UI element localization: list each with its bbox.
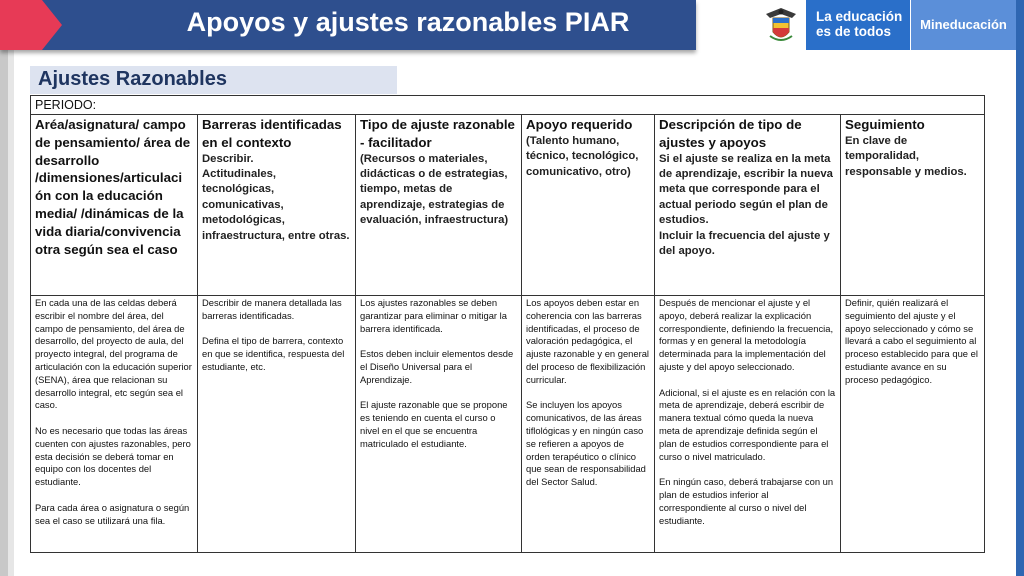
header-subtitle: Si el ajuste se realiza en la meta de aprendizaje, escribir la nueva meta que corresponde para el actual periodo según el plan de estudios. Incluir la frecuencia del ajuste y del apoyo. [659, 152, 833, 258]
left-decor-stripe-light [8, 0, 14, 576]
table-row [31, 296, 985, 553]
header-title: Aréa/asignatura/ campo de pensamiento/ área de desarrollo /dimensiones/articulaci ón con la educación media/ /dinámicas de la vida diaria/convivencia otra según sea el caso [35, 117, 191, 257]
header-title: Seguimiento [845, 117, 925, 132]
section-header [30, 66, 397, 94]
period-row [31, 96, 985, 115]
logo-line-1: La educación [816, 9, 903, 24]
coat-of-arms-icon [756, 0, 806, 50]
piar-table [30, 95, 985, 553]
table-header-row [31, 115, 985, 296]
body-cell-description: Después de mencionar el ajuste y el apoyo, deberá realizar la explicación correspondiente, definiendo la frecuencia, formas y en general la metodología determinada para la implementación del ajuste y del apoyo seleccionado. Adicional, si el ajuste es en relación con la meta de aprendizaje, deberá escribir de manera textual cómo queda la nueva meta de aprendizaje definida según el plan de estudios correspondiente para el curso o nivel matriculado. En ningún caso, deberá trabajarse con un plan de estudios inferior al correspondiente al curso o nivel del estudiante. [655, 296, 841, 553]
header-subtitle: Describir. Actitudinales, tecnológicas, comunicativas, metodológicas, infraestructura, entre otras. [202, 152, 350, 242]
body-cell-support: Los apoyos deben estar en coherencia con las barreras identificadas, el proceso de valoración pedagógica, el ajuste razonable y en general del proceso de flexibilización curricular. Se incluyen los apoyos comunicativos, de las áreas tiflológicas y en ningún caso se refieren a apoyos de orden terapéutico o clínico que sean de responsabilidad del Sector Salud. [522, 296, 655, 553]
header-cell-description [655, 115, 841, 296]
header-title: Tipo de ajuste razonable - facilitador [360, 117, 515, 150]
government-logo [756, 0, 910, 50]
header-subtitle: (Recursos o materiales, didácticas o de estrategias, tiempo, metas de aprendizaje, estrategias de evaluación, infraestructura) [360, 152, 509, 227]
header-cell-adjustment-type [356, 115, 522, 296]
header-cell-barriers [198, 115, 356, 296]
header-cell-followup [841, 115, 985, 296]
left-decor-stripe [0, 0, 8, 576]
header-cell-support [522, 115, 655, 296]
period-label: PERIODO: [31, 96, 985, 115]
header-subtitle: (Talento humano, técnico, tecnológico, comunicativo, otro) [526, 134, 639, 178]
body-cell-adjustment-type: Los ajustes razonables se deben garantizar para eliminar o mitigar la barrera identificada. Estos deben incluir elementos desde el Diseño Universal para el Aprendizaje. El ajuste razonable que se propone es teniendo en cuenta el curso o nivel en el que se encuentra matriculado el estudiante. [356, 296, 522, 553]
header-cell-area [31, 115, 198, 296]
right-decor-stripe [1016, 0, 1024, 576]
body-cell-followup: Definir, quién realizará el seguimiento del ajuste y el apoyo seleccionado y cómo se llevará a cabo el seguimiento al proceso establecido para que el estudiante avance en su proceso pedagógico. [841, 296, 985, 553]
section-title: Ajustes Razonables [38, 68, 227, 90]
body-cell-barriers: Describir de manera detallada las barreras identificadas. Defina el tipo de barrera, contexto en que se identifica, respuesta del estudiante, etc. [198, 296, 356, 553]
header-title: Descripción de tipo de ajustes y apoyos [659, 117, 802, 150]
body-cell-area: En cada una de las celdas deberá escribir el nombre del área, del campo de pensamiento, del área de desarrollo, del proyecto de aula, del proyecto integral, del programa de articulación con la educación superior (SENA), área que relacionan su desarrollo integral, etc según sea el caso. No es necesario que todas las áreas cuenten con ajustes razonables, pero esta decisión se deberá tomar en equipo con los docentes del estudiante. Para cada área o asignatura o según sea el caso se utilizará una fila. [31, 296, 198, 553]
title-bar [0, 0, 696, 50]
header-subtitle: En clave de temporalidad, responsable y medios. [845, 134, 967, 178]
logo-text [816, 9, 902, 39]
header-title: Apoyo requerido [526, 117, 633, 132]
page-title: Apoyos y ajustes razonables PIAR [186, 7, 630, 37]
logo-line-2: es de todos [816, 24, 892, 39]
header-title: Barreras identificadas en el contexto [202, 117, 342, 150]
ministry-label: Mineducación [911, 0, 1016, 50]
